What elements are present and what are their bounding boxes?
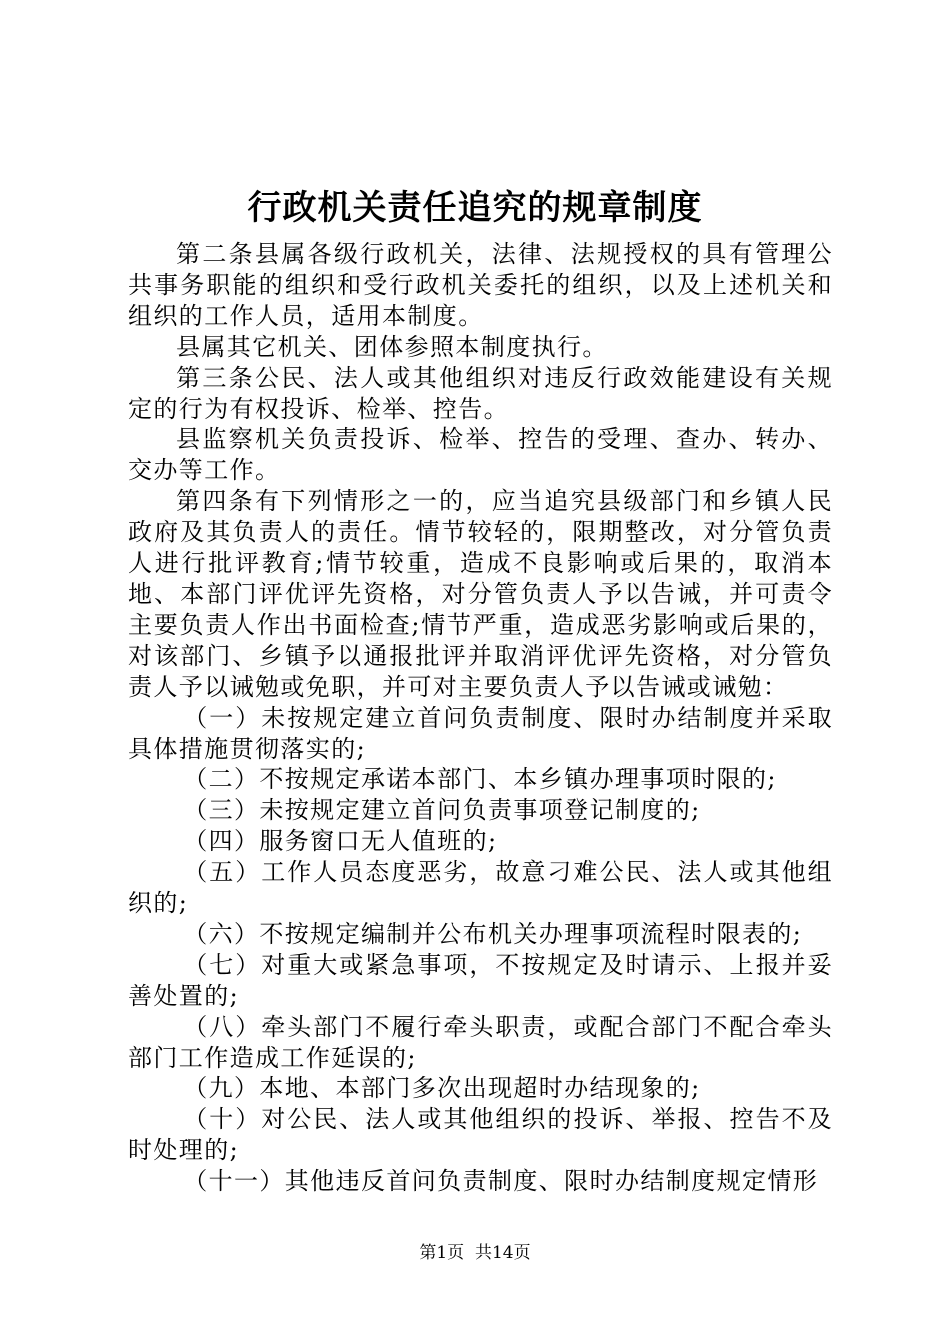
document-body [128, 239, 833, 1197]
list-item-1: （一）未按规定建立首问负责制度、限时办结制度并采取具体措施贯彻落实的; [128, 703, 833, 763]
list-item-8: （八）牵头部门不履行牵头职责，或配合部门不配合牵头部门工作造成工作延误的; [128, 1012, 833, 1072]
paragraph-article-4: 第四条有下列情形之一的，应当追究县级部门和乡镇人民政府及其负责人的责任。情节较轻的，限期整改，对分管负责人进行批评教育;情节较重，造成不良影响或后果的，取消本地、本部门评优评先资格，对分管负责人予以告诫，并可责令主要负责人作出书面检查;情节严重，造成恶劣影响或后果的，对该部门、乡镇予以通报批评并取消评优评先资格，对分管负责人予以诫勉或免职，并可对主要负责人予以告诫或诫勉： [128, 487, 833, 701]
list-item-9: （九）本地、本部门多次出现超时办结现象的; [183, 1074, 701, 1103]
list-item-10: （十）对公民、法人或其他组织的投诉、举报、控告不及时处理的; [128, 1105, 833, 1165]
list-item-5: （五）工作人员态度恶劣，故意刁难公民、法人或其他组织的; [128, 858, 833, 918]
page-number-footer: 第1页 共14页 [419, 1243, 531, 1263]
list-item-3: （三）未按规定建立首问负责事项登记制度的; [183, 796, 701, 825]
paragraph-article-3: 第三条公民、法人或其他组织对违反行政效能建设有关规定的行为有权投诉、检举、控告。 [128, 363, 833, 423]
paragraph-other-organs: 县属其它机关、团体参照本制度执行。 [176, 332, 608, 361]
list-item-7: （七）对重大或紧急事项，不按规定及时请示、上报并妥善处置的; [128, 950, 833, 1010]
list-item-11: （十一）其他违反首问负责制度、限时办结制度规定情形 [183, 1167, 819, 1196]
paragraph-supervision-organ: 县监察机关负责投诉、检举、控告的受理、查办、转办、交办等工作。 [128, 425, 833, 485]
list-item-6: （六）不按规定编制并公布机关办理事项流程时限表的; [183, 919, 803, 948]
document-title: 行政机关责任追究的规章制度 [247, 188, 703, 228]
list-item-2: （二）不按规定承诺本部门、本乡镇办理事项时限的; [183, 765, 777, 794]
paragraph-article-2: 第二条县属各级行政机关，法律、法规授权的具有管理公共事务职能的组织和受行政机关委托的组织，以及上述机关和组织的工作人员，适用本制度。 [128, 240, 833, 330]
list-item-4: （四）服务窗口无人值班的; [183, 827, 498, 856]
